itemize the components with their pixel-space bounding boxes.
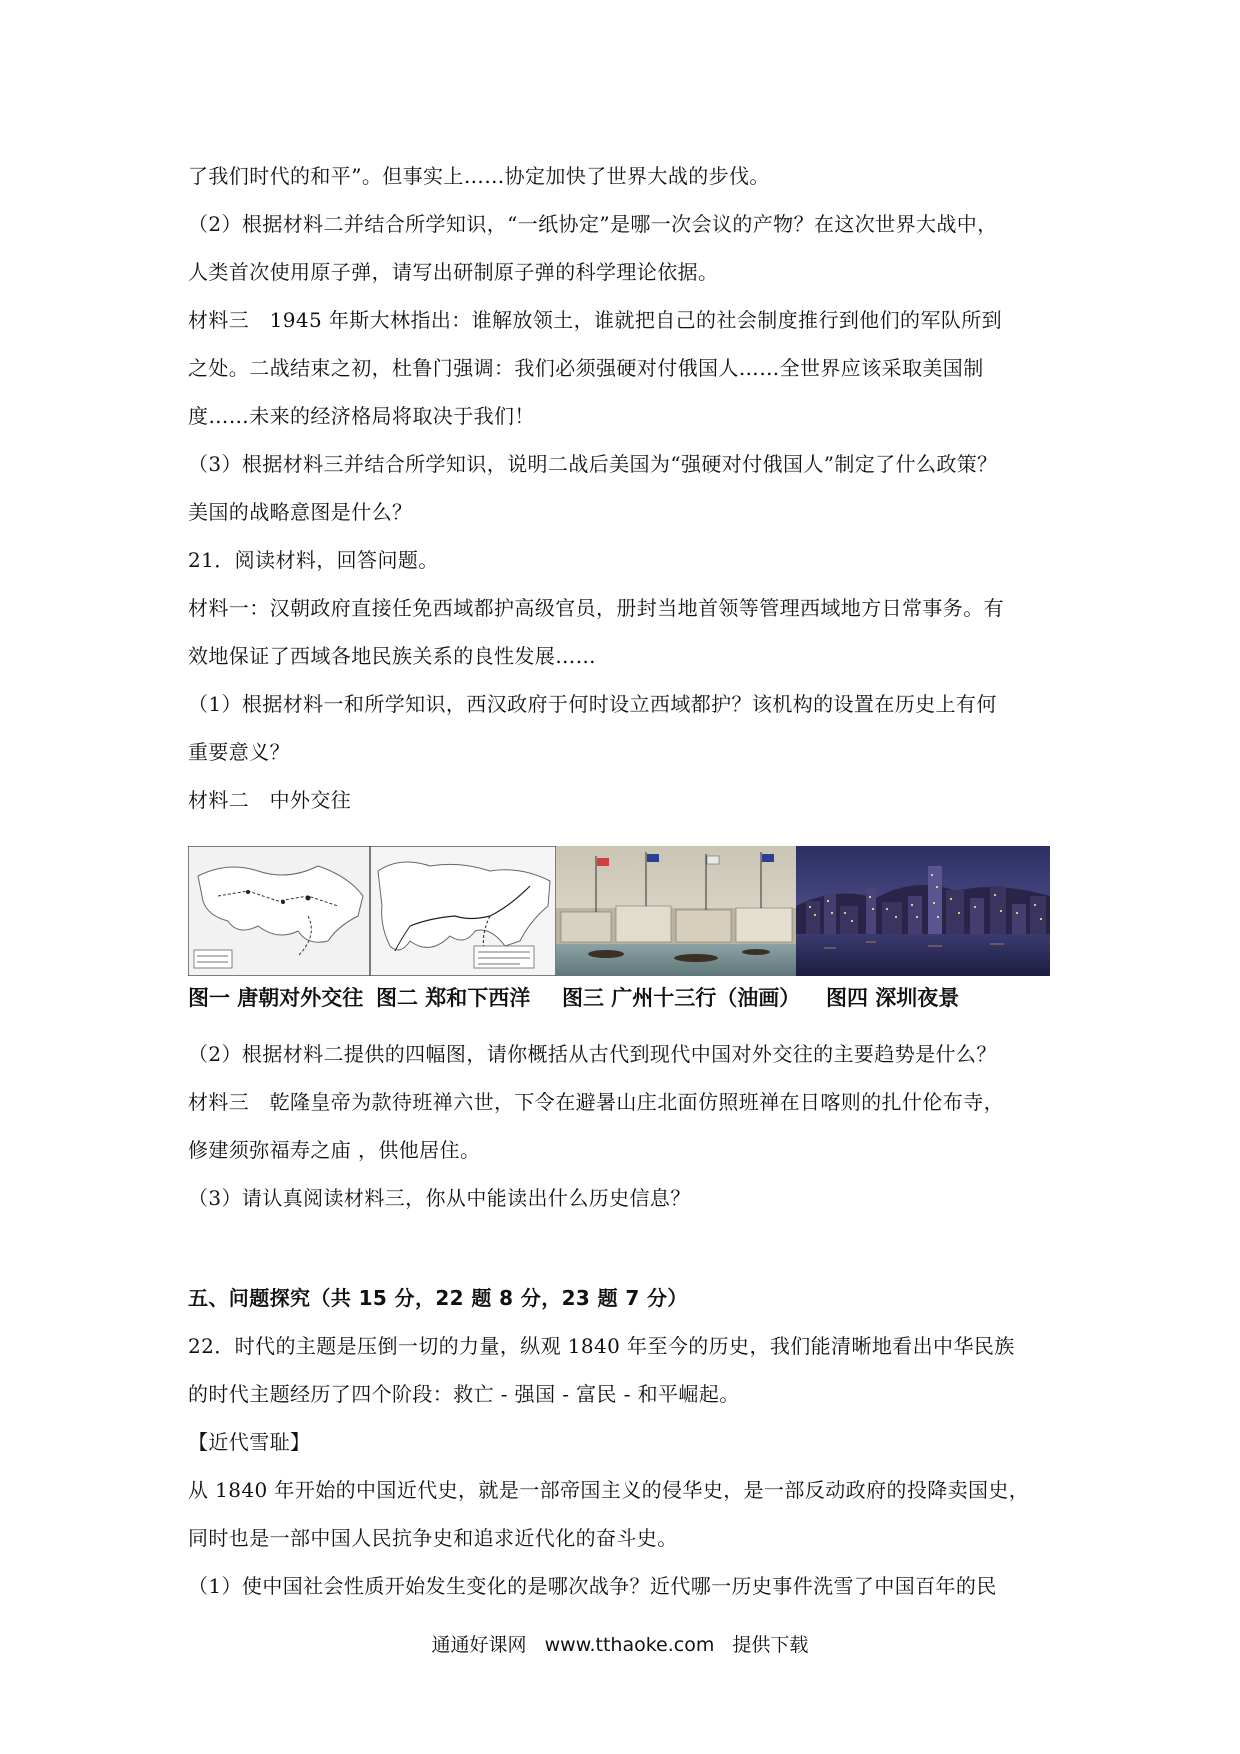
- question-21-title: 21．阅读材料，回答问题。: [188, 548, 439, 572]
- caption-fig4: 图四 深圳夜景: [826, 986, 960, 1010]
- text-line: 修建须弥福寿之庙 ，供他居住。: [188, 1138, 481, 1162]
- text-line: 人类首次使用原子弹，请写出研制原子弹的科学理论依据。: [188, 260, 719, 284]
- footer-url: www.tthaoke.com: [544, 1634, 715, 1656]
- question-20-3: （3）根据材料三并结合所学知识，说明二战后美国为“强硬对付俄国人”制定了什么政策？: [188, 452, 998, 476]
- text-line: 美国的战略意图是什么？: [188, 500, 413, 524]
- section-heading: 五、问题探究（共 15 分，22 题 8 分，23 题 7 分）: [188, 1286, 688, 1310]
- text-line: 的时代主题经历了四个阶段：救亡 - 强国 - 富民 - 和平崛起。: [188, 1382, 740, 1406]
- text-line: 了我们时代的和平”。但事实上……协定加快了世界大战的步伐。: [188, 164, 770, 188]
- text-line: 度……未来的经济格局将取决于我们！: [188, 404, 535, 428]
- question-21-2: （2）根据材料二提供的四幅图，请你概括从古代到现代中国对外交往的主要趋势是什么？: [188, 1042, 997, 1066]
- tang-map-image: [188, 846, 370, 976]
- material-1-line: 材料一：汉朝政府直接任免西域都护高级官员，册封当地首领等管理西域地方日常事务。有: [188, 596, 1004, 620]
- material-2-title: 材料二 中外交往: [188, 788, 352, 812]
- material-2-figures: [188, 846, 1050, 976]
- material-3-line: 材料三 乾隆皇帝为款待班禅六世，下令在避暑山庄北面仿照班禅在日喀则的扎什伦布寺，: [188, 1090, 1004, 1114]
- question-22-1: （1）使中国社会性质开始发生变化的是哪次战争？近代哪一历史事件洗雪了中国百年的民: [188, 1574, 997, 1598]
- question-22-intro: 22．时代的主题是压倒一切的力量，纵观 1840 年至今的历史，我们能清晰地看出中华民族: [188, 1334, 1015, 1358]
- canton-painting-image: [556, 846, 796, 976]
- text-line: 同时也是一部中国人民抗争史和追求近代化的奋斗史。: [188, 1526, 678, 1550]
- page-footer: [0, 1630, 1240, 1657]
- question-21-3: （3）请认真阅读材料三，你从中能读出什么历史信息？: [188, 1186, 691, 1210]
- text-line: 从 1840 年开始的中国近代史，就是一部帝国主义的侵华史，是一部反动政府的投降卖国史，: [188, 1478, 1030, 1502]
- question-20-2: （2）根据材料二并结合所学知识，“一纸协定”是哪一次会议的产物？在这次世界大战中，: [188, 212, 998, 236]
- subsection-title: 【近代雪耻】: [188, 1430, 311, 1454]
- material-3-line: 材料三 1945 年斯大林指出：谁解放领土，谁就把自己的社会制度推行到他们的军队所到: [188, 308, 1003, 332]
- caption-fig1: 图一 唐朝对外交往: [188, 986, 364, 1010]
- zhenghe-map-image: [370, 846, 556, 976]
- text-line: 重要意义？: [188, 740, 290, 764]
- question-21-1: （1）根据材料一和所学知识，西汉政府于何时设立西域都护？该机构的设置在历史上有何: [188, 692, 997, 716]
- figure-captions: [188, 982, 1060, 1012]
- footer-note: 提供下载: [732, 1634, 809, 1656]
- text-line: 效地保证了西域各地民族关系的良性发展……: [188, 644, 596, 668]
- shenzhen-night-image: [796, 846, 1050, 976]
- caption-fig3: 图三 广州十三行（油画）: [562, 986, 801, 1010]
- footer-site-name: 通通好课网: [431, 1634, 527, 1656]
- text-line: 之处。二战结束之初，杜鲁门强调：我们必须强硬对付俄国人……全世界应该采取美国制: [188, 356, 984, 380]
- caption-fig2: 图二 郑和下西洋: [376, 986, 531, 1010]
